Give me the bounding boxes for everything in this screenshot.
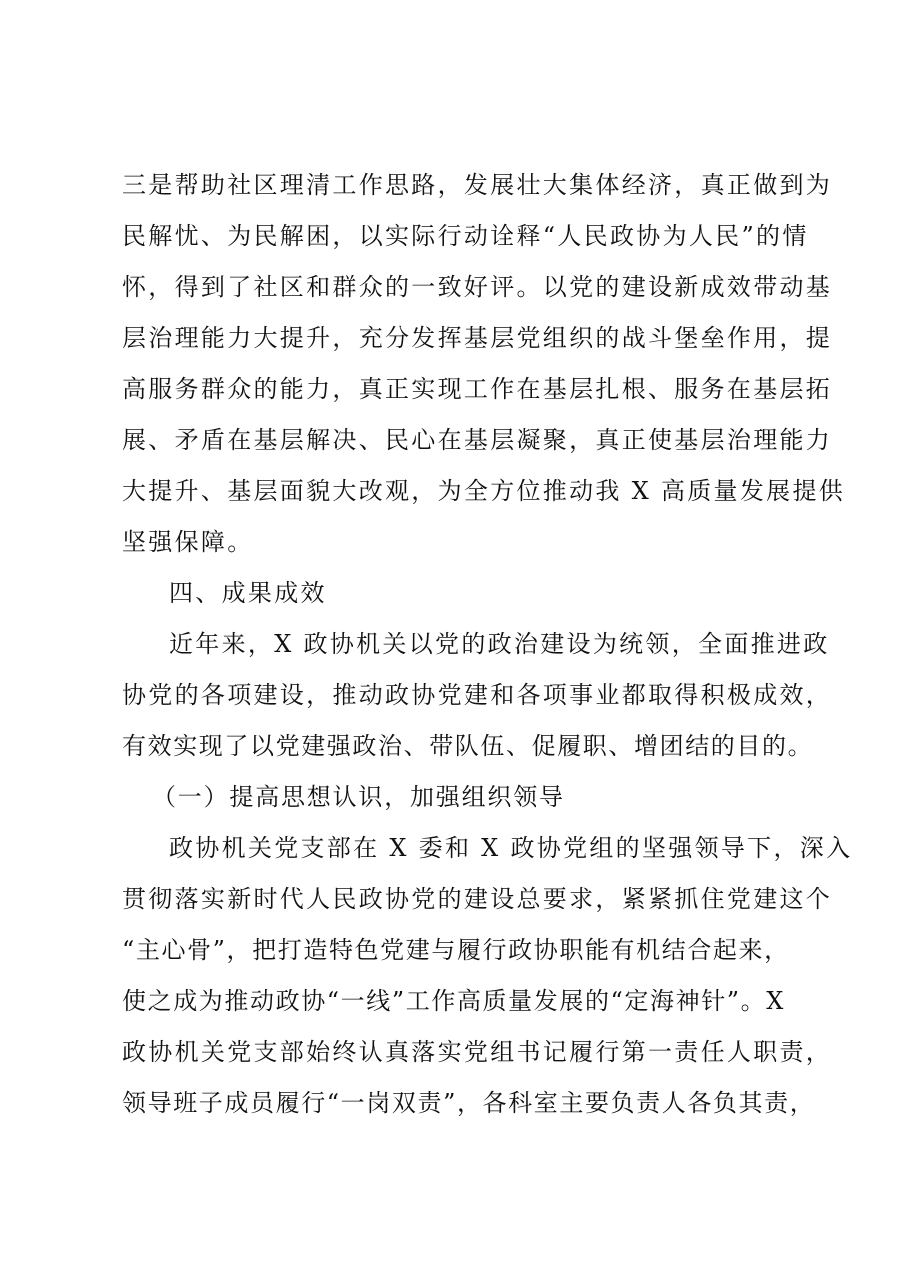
paragraph-line: “主心骨”，把打造特色党建与履行政协职能有机结合起来， — [122, 936, 790, 964]
paragraph-line: 层治理能力大提升，充分发挥基层党组织的战斗堡垒作用，提 — [122, 324, 833, 352]
paragraph-line: 政协机关党支部始终认真落实党组书记履行第一责任人职责， — [122, 1038, 833, 1066]
paragraph-line: 有效实现了以党建强政治、带队伍、促履职、增团结的目的。 — [122, 732, 814, 760]
paragraph-line: 近年来，X 政协机关以党的政治建设为统领，全面推进政 — [169, 630, 830, 658]
paragraph-line: 政协机关党支部在 X 委和 X 政协党组的坚强领导下，深入 — [169, 834, 853, 862]
section-heading: 四、成果成效 — [169, 579, 327, 607]
paragraph-line: 民解忧、为民解困，以实际行动诠释“人民政协为人民”的情 — [122, 222, 809, 250]
paragraph-line: 怀，得到了社区和群众的一致好评。以党的建设新成效带动基 — [122, 273, 833, 301]
paragraph-line: 坚强保障。 — [122, 528, 254, 556]
paragraph-line: 贯彻落实新时代人民政协党的建设总要求，紧紧抓住党建这个 — [122, 885, 833, 913]
paragraph-line: 展、矛盾在基层解决、民心在基层凝聚，真正使基层治理能力 — [122, 426, 833, 454]
subsection-heading: （一）提高思想认识，加强组织领导 — [152, 783, 565, 811]
paragraph-line: 三是帮助社区理清工作思路，发展壮大集体经济，真正做到为 — [122, 171, 833, 199]
paragraph-line: 使之成为推动政协“一线”工作高质量发展的“定海神针”。X — [122, 987, 785, 1015]
paragraph-line: 领导班子成员履行“一岗双责”，各科室主要负责人各负其责， — [122, 1089, 816, 1117]
paragraph-line: 协党的各项建设，推动政协党建和各项事业都取得积极成效， — [122, 681, 833, 709]
paragraph-line: 高服务群众的能力，真正实现工作在基层扎根、服务在基层拓 — [122, 375, 833, 403]
paragraph-line: 大提升、基层面貌大改观，为全方位推动我 X 高质量发展提供 — [122, 477, 846, 505]
document-body — [122, 160, 853, 1129]
